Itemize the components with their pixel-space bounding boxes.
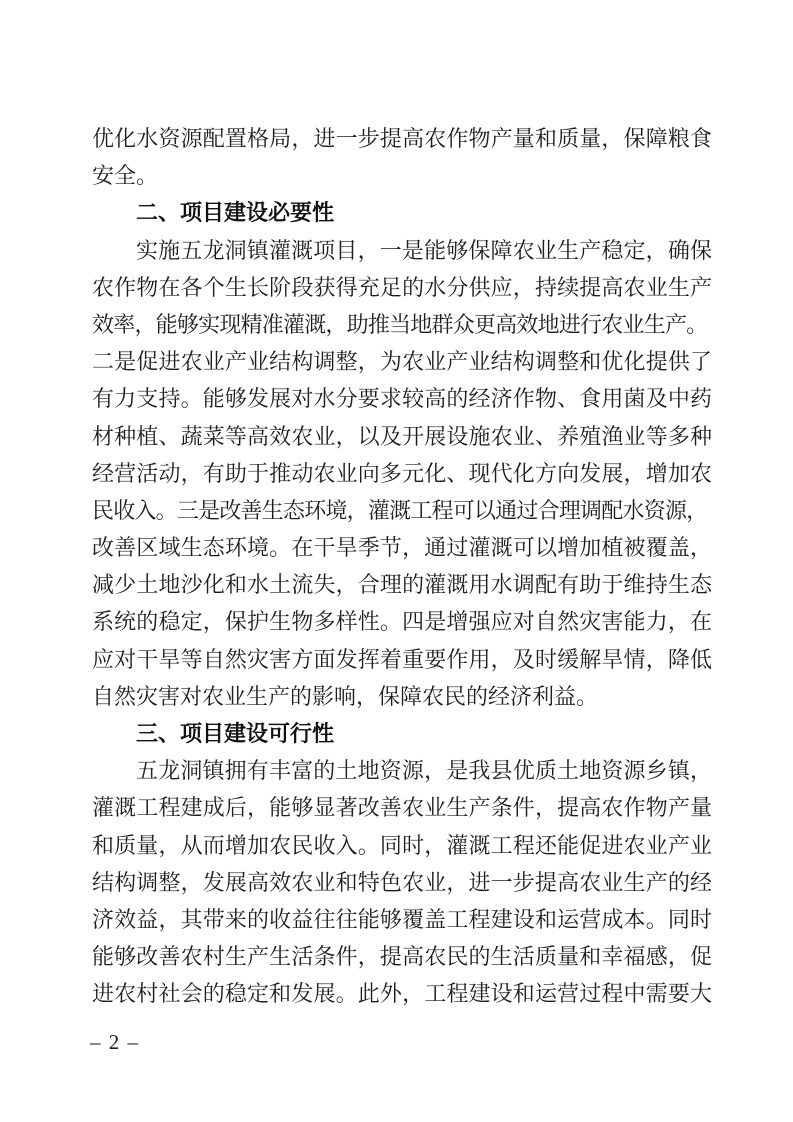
text-line: 改善区域生态环境。在干旱季节，通过灌溉可以增加植被覆盖， <box>92 535 712 561</box>
text-line: 经营活动，有助于推动农业向多元化、现代化方向发展，增加农 <box>92 460 712 486</box>
text-line paragraph-start: 实施五龙洞镇灌溉项目，一是能够保障农业生产稳定，确保 <box>136 237 712 263</box>
text-line: 济效益，其带来的收益往往能够覆盖工程建设和运营成本。同时 <box>92 906 712 932</box>
section-heading-necessity: 二、项目建设必要性 <box>136 200 335 226</box>
text-line: 民收入。三是改善生态环境，灌溉工程可以通过合理调配水资源， <box>92 497 708 523</box>
text-line: 灌溉工程建成后，能够显著改善农业生产条件，提高农作物产量 <box>92 795 712 821</box>
text-line: 安全。 <box>92 163 159 189</box>
text-line: 能够改善农村生产生活条件，提高农民的生活质量和幸福感，促 <box>92 944 712 970</box>
text-line: 自然灾害对农业生产的影响，保障农民的经济利益。 <box>92 683 599 709</box>
text-line: 结构调整，发展高效农业和特色农业，进一步提高农业生产的经 <box>92 869 712 895</box>
document-body <box>92 120 712 1013</box>
text-line: 减少土地沙化和水土流失，合理的灌溉用水调配有助于维持生态 <box>92 572 712 598</box>
text-line: 进农村社会的稳定和发展。此外，工程建设和运营过程中需要大 <box>92 981 712 1007</box>
page-number: – 2 – <box>90 1030 140 1054</box>
text-line: 效率，能够实现精准灌溉，助推当地群众更高效地进行农业生产。 <box>92 311 708 337</box>
text-line: 应对干旱等自然灾害方面发挥着重要作用，及时缓解旱情，降低 <box>92 646 712 672</box>
text-line paragraph-start: 五龙洞镇拥有丰富的土地资源，是我县优质土地资源乡镇， <box>136 758 712 784</box>
text-line: 农作物在各个生长阶段获得充足的水分供应，持续提高农业生产 <box>92 274 712 300</box>
text-line: 有力支持。能够发展对水分要求较高的经济作物、食用菌及中药 <box>92 386 712 412</box>
text-line: 系统的稳定，保护生物多样性。四是增强应对自然灾害能力，在 <box>92 609 712 635</box>
text-line: 材种植、蔬菜等高效农业，以及开展设施农业、养殖渔业等多种 <box>92 423 712 449</box>
text-line: 优化水资源配置格局，进一步提高农作物产量和质量，保障粮食 <box>92 126 712 151</box>
text-line: 二是促进农业产业结构调整，为农业产业结构调整和优化提供了 <box>92 349 712 375</box>
text-line: 和质量，从而增加农民收入。同时，灌溉工程还能促进农业产业 <box>92 832 712 858</box>
section-heading-feasibility: 三、项目建设可行性 <box>136 721 335 746</box>
